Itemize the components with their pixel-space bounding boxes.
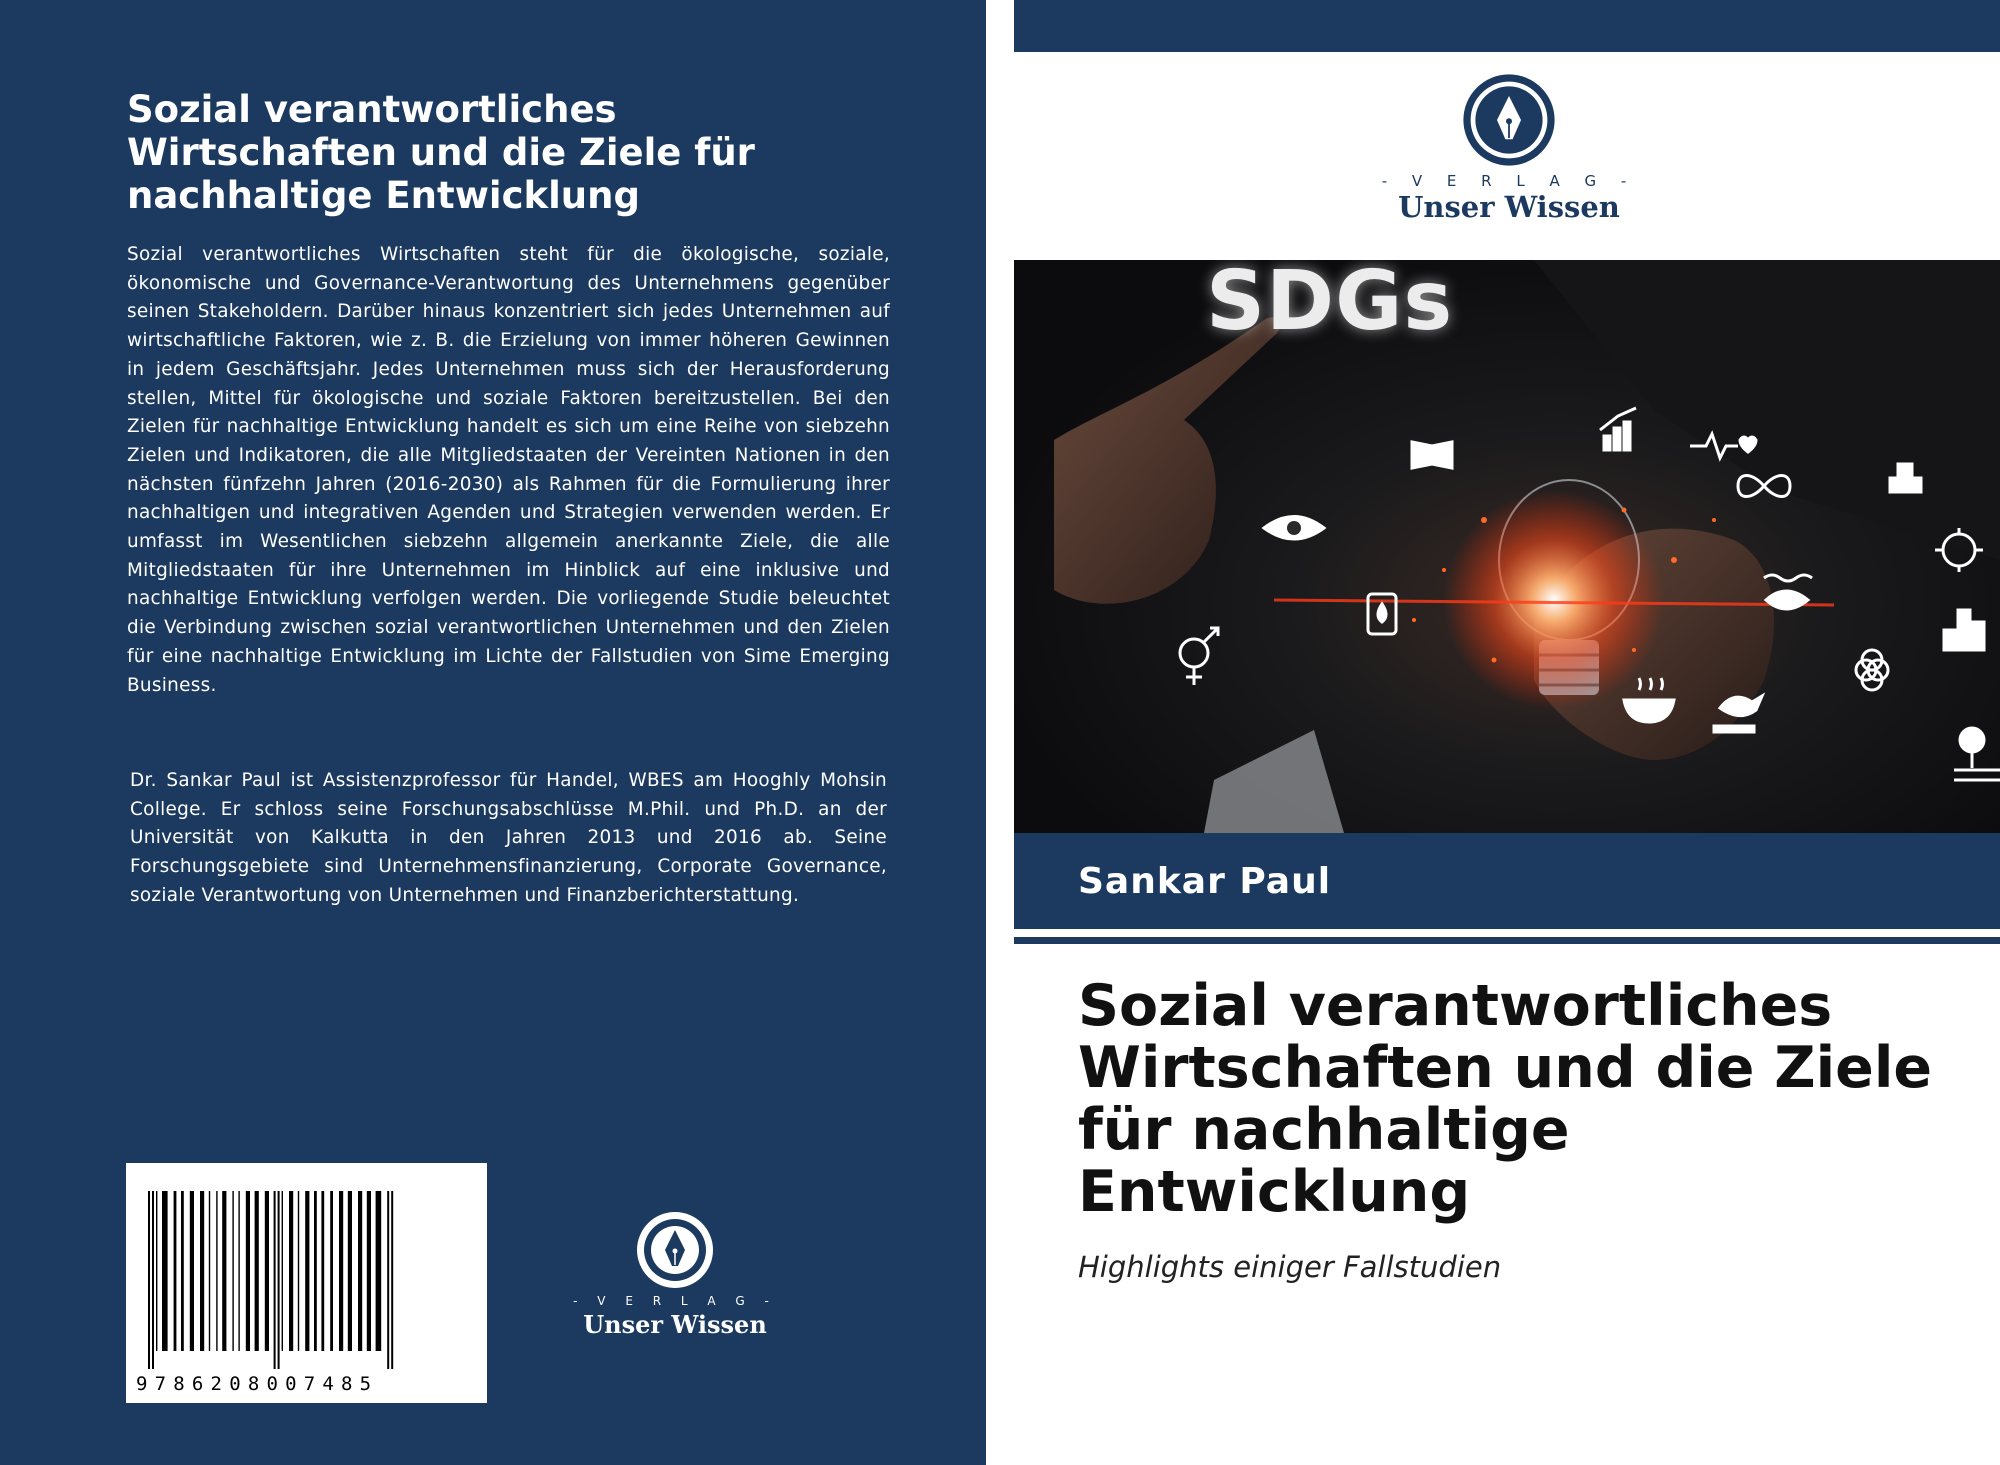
spine-gap	[986, 0, 1014, 1465]
barcode-bar	[358, 1191, 362, 1351]
barcode-bar	[255, 1191, 259, 1351]
barcode-bar	[216, 1191, 217, 1351]
back-publisher-name: Unser Wissen	[583, 1310, 767, 1339]
tree-icon	[1954, 728, 2000, 780]
gender-icon	[1180, 628, 1218, 685]
back-cover	[0, 0, 986, 1465]
pen-nib-emblem-icon	[635, 1210, 715, 1290]
barcode-bar	[265, 1191, 269, 1351]
sdgs-headline: SDGs	[1206, 260, 1454, 349]
front-cover-subtitle: Highlights einiger Fallstudien	[1078, 1250, 1502, 1284]
pen-nib-emblem-icon	[1461, 72, 1557, 168]
author-bio: Dr. Sankar Paul ist Assistenzprofessor für Handel, WBES am Hooghly Mohsin College. Er schloss seine Forschungsabschlüsse M.Phil. und Ph.D. an der Universität von Kalkutta in den Jahren 2013 und 2016 ab. Seine Forschungsgebiete sind Unternehmensfinanzierung, Corporate Governance, soziale Verantwortung von Unternehmen und Finanzberichterstattung.	[130, 770, 887, 906]
barcode-bar	[391, 1191, 393, 1369]
author-band	[1014, 833, 2000, 929]
barcode-bar	[314, 1191, 317, 1351]
book-icon	[1412, 442, 1452, 468]
back-cover-blurb: Sozial verantwortliches Wirtschaften steht für die ökologische, soziale, ökonomische und Governance-Verantwortung des Unternehmens gegenüber seinen Stakeholdern. Darüber hinaus konzentriert sich jedes Unternehmen auf wirtschaftliche Faktoren, wie z. B. die Erzielung von immer höheren Gewinnen in jedem Geschäftsjahr. Jedes Unternehmen muss sich der Herausforderung stellen, Mittel für ökologische und soziale Faktoren bereitzustellen. Bei den Zielen für nachhaltige Entwicklung handelt es sich um eine Reihe von siebzehn Zielen und Indikatoren, die alle Mitgliedstaaten der Vereinten Nationen in den nächsten fünfzehn Jahren (2016-2030) als Rahmen für die Formulierung ihrer nachhaltigen und integrativen Agenden und Strategien verwenden werden. Er umfasst im Wesentlichen siebzehn allgemein anerkannte Ziele, die alle Mitgliedstaaten für ihre Unternehmen im Hinblick auf eine inklusive und nachhaltige Entwicklung verfolgen werden. Die vorliegende Studie beleuchtet die Verbindung zwischen sozial verantwortlichen Unternehmen und den Zielen für eine nachhaltige Entwicklung im Lichte der Fallstudien von Sime Emerging Business.	[127, 244, 890, 696]
front-publisher-logo	[1374, 72, 1644, 232]
barcode-bar	[156, 1191, 157, 1351]
back-publisher-logo	[560, 1210, 790, 1350]
barcode-bar	[339, 1191, 343, 1351]
cover-image-sdgs	[1014, 260, 2000, 833]
barcode-bar	[367, 1191, 371, 1351]
barcode-bar	[174, 1191, 177, 1351]
barcode-bar	[289, 1191, 293, 1351]
eye-icon	[1264, 517, 1324, 540]
isbn-number: 9786208007485	[136, 1373, 379, 1395]
author-name: Sankar Paul	[1078, 861, 1332, 902]
barcode-bar	[298, 1191, 299, 1351]
barcode-bar	[387, 1191, 389, 1369]
barcode-bar	[330, 1191, 333, 1351]
title-divider	[1014, 937, 2000, 944]
barcode-bar	[209, 1191, 210, 1351]
barcode-bar	[321, 1191, 324, 1351]
front-verlag-label: - V E R L A G -	[1381, 172, 1637, 190]
flower-icon	[1856, 650, 1888, 690]
pointing-hand	[1054, 317, 1280, 603]
barcode-bar	[376, 1191, 382, 1351]
isbn-barcode	[126, 1163, 487, 1403]
barcode-bar	[148, 1191, 150, 1369]
barcode-bar	[181, 1191, 184, 1351]
barcode-bar	[246, 1191, 250, 1351]
buildings-icon	[1944, 610, 1984, 650]
front-cover	[1014, 0, 2000, 1465]
water-fish-icon	[1764, 575, 1812, 609]
barcode-bar	[190, 1191, 194, 1351]
barcode-icon	[126, 1163, 487, 1403]
barcode-bar	[232, 1191, 233, 1351]
front-publisher-name: Unser Wissen	[1398, 190, 1620, 224]
barcode-bar	[238, 1191, 239, 1351]
barcode-bar	[222, 1191, 226, 1351]
barcode-bar	[278, 1191, 280, 1369]
back-verlag-label: - V E R L A G -	[573, 1294, 777, 1308]
barcode-bar	[162, 1191, 168, 1351]
barcode-bar	[152, 1191, 154, 1369]
sdg-illustration	[1014, 260, 2000, 833]
barcode-bar	[274, 1191, 276, 1369]
barcode-bar	[348, 1191, 352, 1351]
barcode-bar	[282, 1191, 283, 1351]
barcode-bar	[305, 1191, 309, 1351]
barcode-bar	[200, 1191, 204, 1351]
chart-icon	[1600, 408, 1636, 450]
back-cover-title: Sozial verantwortliches Wirtschaften und die Ziele für nachhaltige Entwicklung	[127, 88, 755, 217]
front-cover-title: Sozial verantwortliches Wirtschaften und die Ziele für nachhaltige Entwicklung	[1078, 973, 1933, 1225]
front-top-bar	[1014, 0, 2000, 52]
